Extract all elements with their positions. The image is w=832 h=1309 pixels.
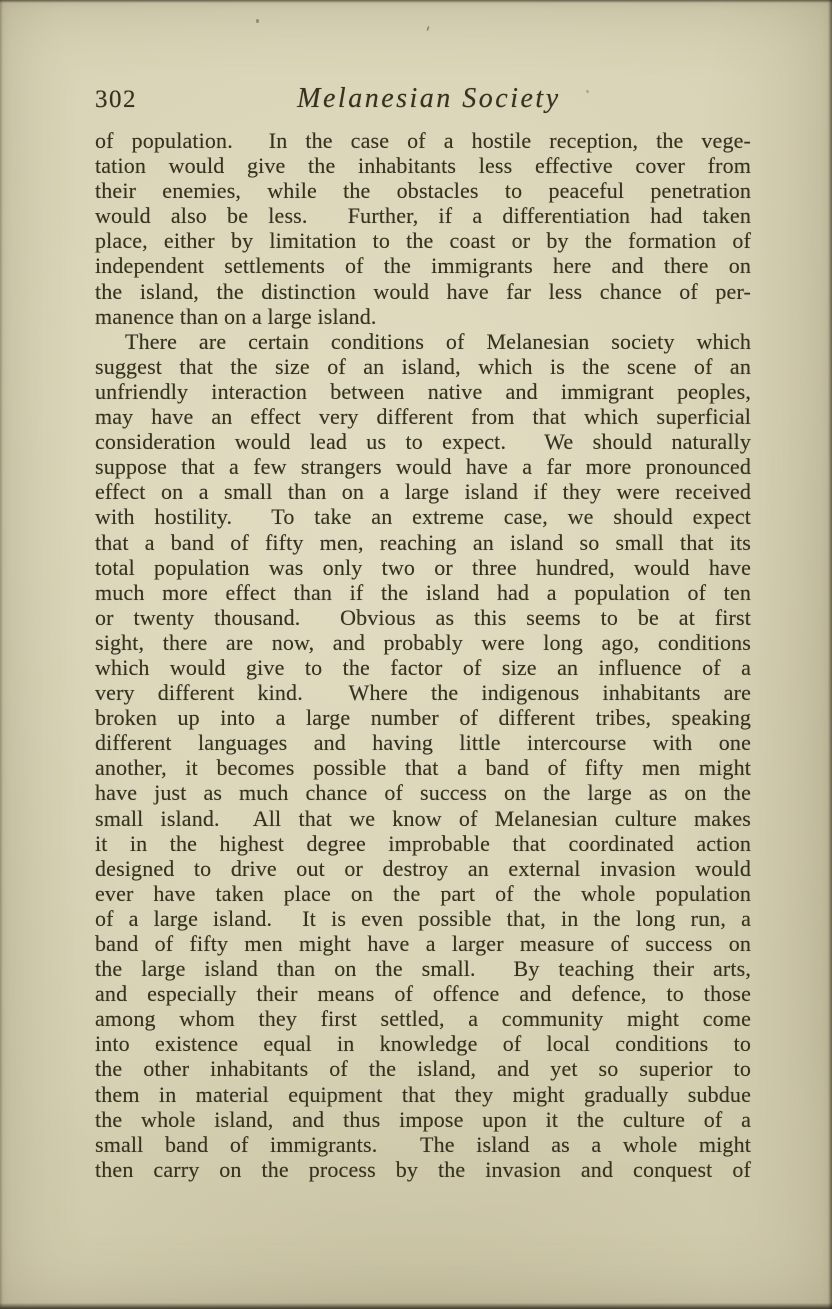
text-line: of a large island. It is even possible that, in the long run, a	[95, 905, 751, 931]
text-line: with hostility. To take an extreme case, we should expect	[95, 504, 751, 530]
text-line: band of fifty men might have a larger measure of success on	[95, 931, 751, 956]
text-line: There are certain conditions of Melanesian society which	[125, 328, 751, 354]
page-edge-top	[0, 0, 832, 3]
text-line: place, either by limitation to the coast or by the formation of	[95, 228, 751, 254]
text-line: their enemies, while the obstacles to peaceful penetration	[95, 178, 751, 204]
body-text	[95, 128, 751, 1182]
text-line: and especially their means of offence and defence, to those	[95, 981, 751, 1007]
paragraph	[95, 128, 751, 329]
running-title: Melanesian Society	[297, 83, 561, 114]
text-line: independent settlements of the immigrants here and there on	[95, 253, 751, 279]
page-header	[95, 83, 747, 119]
text-line: suggest that the size of an island, which is the scene of an	[95, 353, 751, 379]
text-line: that a band of fifty men, reaching an island so small that its	[95, 529, 751, 555]
page-edge-left	[0, 0, 3, 1309]
paper-speck	[256, 19, 259, 23]
text-line: tation would give the inhabitants less effective cover from	[95, 153, 751, 179]
text-line: sight, there are now, and probably were long ago, conditions	[95, 629, 751, 655]
text-line: ever have taken place on the part of the whole population	[95, 880, 751, 906]
text-line: different languages and having little intercourse with one	[95, 730, 751, 756]
text-line: the island, the distinction would have far less chance of per-	[95, 278, 751, 304]
text-line: consideration would lead us to expect. We should naturally	[95, 429, 751, 455]
page-number: 302	[95, 86, 137, 113]
text-line: much more effect than if the island had a population of ten	[95, 579, 751, 605]
text-line: the large island than on the small. By teaching their arts,	[95, 956, 751, 982]
text-line: another, it becomes possible that a band of fifty men might	[95, 755, 751, 781]
text-line: then carry on the process by the invasion and conquest of	[95, 1156, 751, 1182]
text-line: the other inhabitants of the island, and yet so superior to	[95, 1056, 751, 1082]
text-line: among whom they first settled, a community might come	[95, 1006, 751, 1032]
page-edge-right	[828, 0, 832, 1309]
text-line: small island. All that we know of Melanesian culture makes	[95, 805, 751, 831]
text-line: or twenty thousand. Obvious as this seems to be at first	[95, 604, 751, 630]
text-line: may have an effect very different from that which superficial	[95, 404, 751, 430]
text-line: effect on a small than on a large island if they were received	[95, 479, 751, 505]
paragraph	[95, 329, 751, 1182]
text-line: have just as much chance of success on the large as on the	[95, 780, 751, 806]
text-line: designed to drive out or destroy an external invasion would	[95, 855, 751, 881]
text-line: very different kind. Where the indigenous inhabitants are	[95, 680, 751, 706]
paper-speck	[426, 26, 429, 31]
text-line: would also be less. Further, if a differentiation had taken	[95, 203, 751, 229]
text-line: broken up into a large number of different tribes, speaking	[95, 705, 751, 731]
text-line: into existence equal in knowledge of local conditions to	[95, 1031, 751, 1057]
text-line: which would give to the factor of size an influence of a	[95, 654, 751, 680]
page-edge-bottom	[0, 1303, 832, 1309]
text-line: the whole island, and thus impose upon it the culture of a	[95, 1106, 751, 1132]
text-line: manence than on a large island.	[95, 303, 377, 329]
text-line: suppose that a few strangers would have a far more pronounced	[95, 454, 751, 480]
text-line: it in the highest degree improbable that coordinated action	[95, 830, 751, 856]
text-line: of population. In the case of a hostile reception, the vege-	[95, 128, 751, 153]
text-line: small band of immigrants. The island as a whole might	[95, 1131, 751, 1157]
text-line: total population was only two or three hundred, would have	[95, 554, 751, 580]
text-line: them in material equipment that they might gradually subdue	[95, 1081, 751, 1107]
text-line: unfriendly interaction between native and immigrant peoples,	[95, 378, 751, 404]
